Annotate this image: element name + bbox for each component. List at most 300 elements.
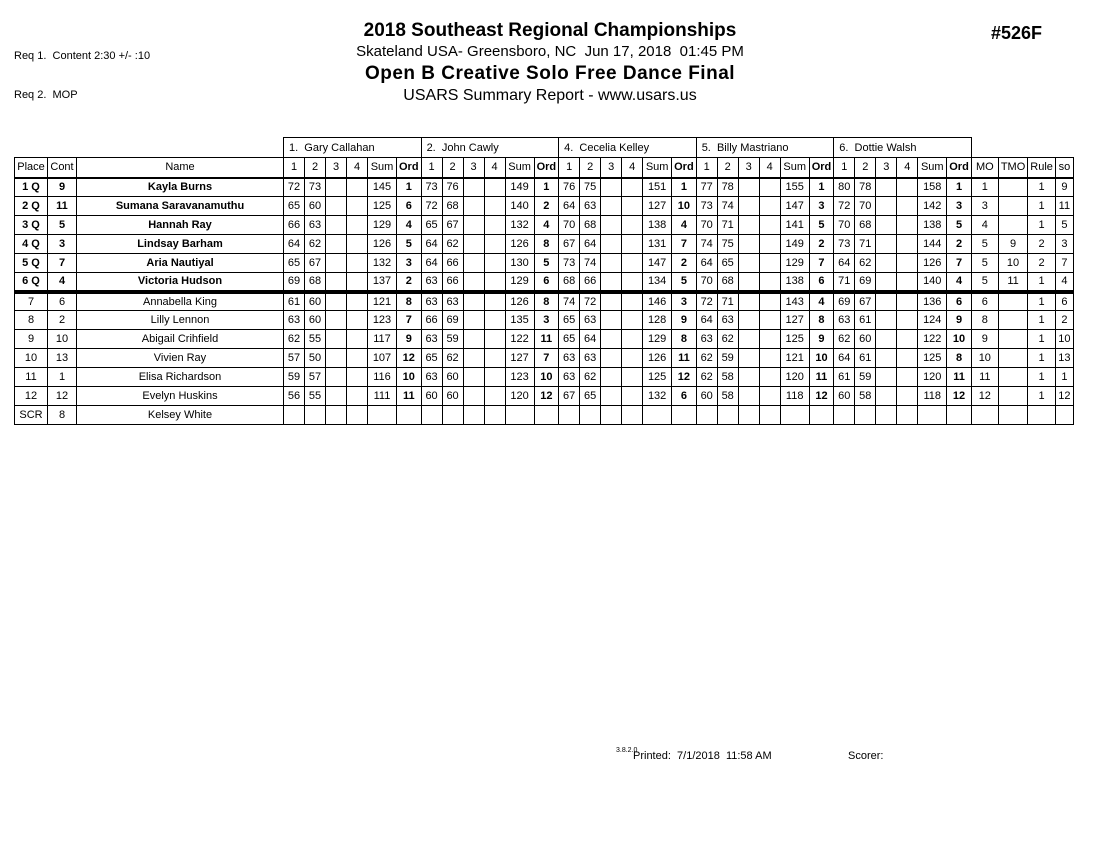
cell-name: Abigail Crihfield: [77, 330, 284, 349]
cell-score: 60: [834, 387, 855, 406]
header-score-3: 3: [601, 158, 622, 178]
cell-ordinal: 3: [534, 311, 559, 330]
cell-score: [876, 273, 897, 292]
header-rule: Rule: [1028, 158, 1056, 178]
cell-score: 72: [580, 292, 601, 311]
cell-score: 70: [559, 216, 580, 235]
cell-sum: 126: [918, 254, 947, 273]
cell-score: [326, 368, 347, 387]
cell-sum: 129: [643, 330, 672, 349]
cell-sum: 127: [780, 311, 809, 330]
cell-score: 59: [855, 368, 876, 387]
cell-name: Kelsey White: [77, 406, 284, 425]
cell-score: [484, 273, 505, 292]
cell-score: 74: [559, 292, 580, 311]
cell-ordinal: 5: [397, 235, 422, 254]
cell-rule: 1: [1028, 311, 1056, 330]
title-block: [0, 20, 1100, 107]
cell-score: [738, 178, 759, 197]
cell-score: [347, 330, 368, 349]
cell-so: 10: [1055, 330, 1073, 349]
cell-score: 68: [580, 216, 601, 235]
cell-name: Vivien Ray: [77, 349, 284, 368]
cell-rule: 1: [1028, 292, 1056, 311]
cell-ordinal: 11: [809, 368, 834, 387]
header-score-4: 4: [484, 158, 505, 178]
cell-score: [601, 235, 622, 254]
cell-score: 73: [834, 235, 855, 254]
cell-score: [463, 292, 484, 311]
cell-ordinal: 8: [947, 349, 972, 368]
cell-score: 67: [559, 235, 580, 254]
cell-score: [738, 311, 759, 330]
cell-ordinal: 10: [672, 197, 697, 216]
cell-score: [463, 311, 484, 330]
cell-score: [622, 273, 643, 292]
cell-ordinal: 11: [534, 330, 559, 349]
cell-sum: 132: [368, 254, 397, 273]
cell-place: 9: [15, 330, 48, 349]
cell-sum: 125: [918, 349, 947, 368]
cell-score: [897, 311, 918, 330]
cell-tmo: [998, 368, 1027, 387]
cell-score: 59: [442, 330, 463, 349]
cell-score: [759, 273, 780, 292]
cell-score: [738, 254, 759, 273]
cell-score: 57: [305, 368, 326, 387]
header-score-2: 2: [305, 158, 326, 178]
cell-ordinal: 6: [397, 197, 422, 216]
cell-score: [897, 349, 918, 368]
cell-ordinal: 10: [947, 330, 972, 349]
cell-score: 59: [284, 368, 305, 387]
cell-sum: 137: [368, 273, 397, 292]
header-score-sum: Sum: [368, 158, 397, 178]
cell-tmo: [998, 387, 1027, 406]
cell-score: 65: [559, 311, 580, 330]
cell-sum: 121: [780, 349, 809, 368]
cell-score: [463, 368, 484, 387]
cell-score: [897, 387, 918, 406]
cell-ordinal: 11: [672, 349, 697, 368]
championship-title: 2018 Southeast Regional Championships: [363, 20, 737, 41]
cell-sum: [643, 406, 672, 425]
cell-score: [738, 273, 759, 292]
cell-score: [421, 406, 442, 425]
cell-ordinal: 9: [397, 330, 422, 349]
table-row: [15, 254, 1074, 273]
cell-ordinal: 7: [397, 311, 422, 330]
cell-score: 68: [442, 197, 463, 216]
cell-score: 65: [580, 387, 601, 406]
table-row: [15, 273, 1074, 292]
cell-score: 70: [696, 273, 717, 292]
header-so: so: [1055, 158, 1073, 178]
table-row: [15, 216, 1074, 235]
cell-sum: [918, 406, 947, 425]
cell-score: 60: [305, 292, 326, 311]
cell-mo: 8: [971, 311, 998, 330]
cell-score: [601, 292, 622, 311]
cell-sum: 125: [643, 368, 672, 387]
cell-cont: 2: [48, 311, 77, 330]
cell-place: 10: [15, 349, 48, 368]
cell-ordinal: 1: [534, 178, 559, 197]
cell-so: [1055, 406, 1073, 425]
cell-score: [622, 254, 643, 273]
cell-ordinal: 8: [672, 330, 697, 349]
cell-sum: 130: [505, 254, 534, 273]
cell-score: [738, 330, 759, 349]
cell-name: Annabella King: [77, 292, 284, 311]
cell-ordinal: 1: [672, 178, 697, 197]
cell-place: 8: [15, 311, 48, 330]
cell-score: [738, 197, 759, 216]
cell-sum: [368, 406, 397, 425]
cell-score: 65: [284, 197, 305, 216]
cell-rule: 1: [1028, 197, 1056, 216]
cell-ordinal: 9: [809, 330, 834, 349]
cell-ordinal: 4: [534, 216, 559, 235]
cell-score: [463, 330, 484, 349]
cell-score: 72: [696, 292, 717, 311]
cell-score: [347, 349, 368, 368]
cell-ordinal: 9: [672, 311, 697, 330]
cell-score: 61: [834, 368, 855, 387]
cell-score: [463, 254, 484, 273]
cell-ordinal: 6: [672, 387, 697, 406]
requirement-line-2: Req 2. MOP: [14, 89, 78, 101]
cell-sum: [505, 406, 534, 425]
cell-sum: 127: [643, 197, 672, 216]
cell-score: [759, 235, 780, 254]
cell-sum: 155: [780, 178, 809, 197]
cell-sum: 116: [368, 368, 397, 387]
cell-score: [326, 311, 347, 330]
cell-score: 80: [834, 178, 855, 197]
cell-ordinal: 7: [947, 254, 972, 273]
cell-so: 12: [1055, 387, 1073, 406]
cell-tmo: [998, 330, 1027, 349]
cell-sum: 123: [505, 368, 534, 387]
cell-score: 61: [284, 292, 305, 311]
cell-mo: 12: [971, 387, 998, 406]
cell-score: [601, 368, 622, 387]
cell-score: 64: [421, 235, 442, 254]
judge-group-header-5: 6. Dottie Walsh: [834, 138, 972, 158]
cell-sum: 131: [643, 235, 672, 254]
cell-sum: 147: [643, 254, 672, 273]
cell-score: [347, 216, 368, 235]
cell-score: 62: [834, 330, 855, 349]
cell-score: 68: [305, 273, 326, 292]
cell-tmo: [998, 349, 1027, 368]
header-score-3: 3: [738, 158, 759, 178]
cell-sum: 117: [368, 330, 397, 349]
cell-score: [463, 197, 484, 216]
cell-so: 6: [1055, 292, 1073, 311]
cell-score: [876, 387, 897, 406]
cell-score: [876, 235, 897, 254]
cell-place: 2 Q: [15, 197, 48, 216]
cell-score: 64: [284, 235, 305, 254]
table-row: [15, 235, 1074, 254]
cell-score: 63: [421, 368, 442, 387]
cell-ordinal: [534, 406, 559, 425]
cell-ordinal: 4: [672, 216, 697, 235]
cell-ordinal: 2: [947, 235, 972, 254]
cell-score: [347, 178, 368, 197]
cell-rule: 1: [1028, 330, 1056, 349]
cell-ordinal: 7: [672, 235, 697, 254]
cell-sum: 120: [780, 368, 809, 387]
cell-ordinal: 5: [672, 273, 697, 292]
cell-score: 60: [442, 368, 463, 387]
cell-ordinal: 12: [397, 349, 422, 368]
cell-score: 66: [421, 311, 442, 330]
cell-score: [347, 368, 368, 387]
cell-score: [876, 216, 897, 235]
header-score-ord: Ord: [947, 158, 972, 178]
header-score-1: 1: [696, 158, 717, 178]
cell-mo: 3: [971, 197, 998, 216]
cell-score: [876, 292, 897, 311]
cell-ordinal: 4: [397, 216, 422, 235]
cell-score: 71: [834, 273, 855, 292]
cell-score: 61: [855, 311, 876, 330]
cell-score: 60: [305, 197, 326, 216]
header-score-4: 4: [759, 158, 780, 178]
cell-score: 60: [696, 387, 717, 406]
cell-place: 4 Q: [15, 235, 48, 254]
cell-mo: 1: [971, 178, 998, 197]
software-version: 3.8.2.0: [616, 747, 638, 754]
header-score-1: 1: [834, 158, 855, 178]
cell-score: 59: [717, 349, 738, 368]
cell-score: [897, 254, 918, 273]
cell-score: [463, 273, 484, 292]
header-place: Place: [15, 158, 48, 178]
cell-ordinal: 1: [397, 178, 422, 197]
cell-score: 64: [696, 254, 717, 273]
cell-score: [759, 311, 780, 330]
cell-score: [347, 254, 368, 273]
cell-score: [897, 178, 918, 197]
cell-score: 65: [284, 254, 305, 273]
cell-sum: 145: [368, 178, 397, 197]
cell-cont: 7: [48, 254, 77, 273]
cell-cont: 9: [48, 178, 77, 197]
cell-sum: 151: [643, 178, 672, 197]
cell-sum: 126: [368, 235, 397, 254]
cell-mo: 11: [971, 368, 998, 387]
cell-score: [326, 197, 347, 216]
cell-mo: 5: [971, 273, 998, 292]
cell-sum: 142: [918, 197, 947, 216]
cell-score: [622, 178, 643, 197]
table-row: [15, 292, 1074, 311]
cell-score: 65: [717, 254, 738, 273]
cell-ordinal: [809, 406, 834, 425]
cell-score: 60: [855, 330, 876, 349]
cell-rule: 1: [1028, 178, 1056, 197]
table-row: [15, 368, 1074, 387]
column-header-row: [15, 158, 1074, 178]
cell-score: [347, 292, 368, 311]
cell-cont: 4: [48, 273, 77, 292]
header-score-sum: Sum: [505, 158, 534, 178]
cell-rule: 1: [1028, 216, 1056, 235]
cell-score: [442, 406, 463, 425]
cell-sum: 124: [918, 311, 947, 330]
cell-score: 62: [696, 368, 717, 387]
cell-ordinal: 2: [809, 235, 834, 254]
cell-score: 70: [855, 197, 876, 216]
cell-score: [284, 406, 305, 425]
cell-sum: 122: [505, 330, 534, 349]
header-score-4: 4: [622, 158, 643, 178]
cell-score: [305, 406, 326, 425]
cell-score: 71: [717, 292, 738, 311]
cell-ordinal: 3: [672, 292, 697, 311]
cell-score: [876, 197, 897, 216]
cell-score: [601, 406, 622, 425]
cell-score: 60: [442, 387, 463, 406]
cell-score: [622, 235, 643, 254]
cell-score: [717, 406, 738, 425]
cell-sum: 132: [643, 387, 672, 406]
cell-ordinal: 2: [534, 197, 559, 216]
cell-score: [622, 216, 643, 235]
cell-score: 73: [305, 178, 326, 197]
cell-score: 73: [559, 254, 580, 273]
cell-score: 64: [834, 349, 855, 368]
cell-so: 5: [1055, 216, 1073, 235]
cell-mo: [971, 406, 998, 425]
cell-place: 12: [15, 387, 48, 406]
cell-score: 57: [284, 349, 305, 368]
cell-score: 74: [580, 254, 601, 273]
table-row: [15, 349, 1074, 368]
cell-ordinal: 2: [397, 273, 422, 292]
cell-score: [326, 273, 347, 292]
cell-cont: 12: [48, 387, 77, 406]
cell-sum: 158: [918, 178, 947, 197]
cell-score: [876, 330, 897, 349]
cell-score: 63: [580, 311, 601, 330]
footer: [0, 749, 1100, 765]
cell-score: 63: [580, 197, 601, 216]
header-score-ord: Ord: [672, 158, 697, 178]
cell-cont: 6: [48, 292, 77, 311]
cell-score: [759, 197, 780, 216]
cell-sum: 149: [505, 178, 534, 197]
cell-score: [738, 216, 759, 235]
cell-score: 64: [559, 197, 580, 216]
cell-score: 69: [834, 292, 855, 311]
cell-score: [834, 406, 855, 425]
cell-place: 11: [15, 368, 48, 387]
cell-ordinal: [397, 406, 422, 425]
cell-score: 75: [580, 178, 601, 197]
cell-sum: 129: [368, 216, 397, 235]
cell-score: [622, 292, 643, 311]
cell-sum: 118: [780, 387, 809, 406]
cell-score: [738, 406, 759, 425]
cell-ordinal: 5: [947, 216, 972, 235]
cell-score: [484, 216, 505, 235]
cell-sum: 126: [505, 292, 534, 311]
cell-rule: 1: [1028, 387, 1056, 406]
cell-sum: 107: [368, 349, 397, 368]
cell-score: 73: [696, 197, 717, 216]
cell-score: [601, 387, 622, 406]
cell-sum: 136: [918, 292, 947, 311]
cell-score: 66: [442, 273, 463, 292]
cell-score: [759, 349, 780, 368]
cell-score: [484, 387, 505, 406]
cell-score: [601, 273, 622, 292]
cell-ordinal: 3: [397, 254, 422, 273]
cell-ordinal: 3: [809, 197, 834, 216]
cell-sum: 125: [780, 330, 809, 349]
cell-ordinal: 10: [809, 349, 834, 368]
cell-score: [897, 235, 918, 254]
cell-score: 68: [855, 216, 876, 235]
cell-cont: 1: [48, 368, 77, 387]
cell-tmo: [998, 178, 1027, 197]
cell-score: [759, 178, 780, 197]
cell-ordinal: 11: [397, 387, 422, 406]
cell-place: 1 Q: [15, 178, 48, 197]
cell-sum: [780, 406, 809, 425]
judge-group-header-4: 5. Billy Mastriano: [696, 138, 834, 158]
cell-score: [738, 349, 759, 368]
cell-score: 62: [442, 235, 463, 254]
cell-sum: 141: [780, 216, 809, 235]
cell-score: [463, 406, 484, 425]
cell-tmo: [998, 406, 1027, 425]
cell-so: 4: [1055, 273, 1073, 292]
cell-rule: 1: [1028, 273, 1056, 292]
cell-ordinal: 12: [947, 387, 972, 406]
cell-sum: 129: [780, 254, 809, 273]
cell-ordinal: 2: [672, 254, 697, 273]
cell-score: [347, 311, 368, 330]
cell-cont: 13: [48, 349, 77, 368]
venue-date-line: Skateland USA- Greensboro, NC Jun 17, 2018 01:45 PM: [356, 43, 744, 60]
cell-score: 64: [580, 330, 601, 349]
cell-sum: 123: [368, 311, 397, 330]
cell-score: 63: [421, 292, 442, 311]
cell-score: 63: [442, 292, 463, 311]
cell-score: [876, 349, 897, 368]
cell-score: [484, 235, 505, 254]
cell-score: [876, 368, 897, 387]
table-row: [15, 387, 1074, 406]
header-score-1: 1: [284, 158, 305, 178]
cell-cont: 5: [48, 216, 77, 235]
cell-so: 7: [1055, 254, 1073, 273]
cell-score: 65: [559, 330, 580, 349]
cell-score: [622, 387, 643, 406]
cell-sum: 140: [918, 273, 947, 292]
cell-ordinal: 10: [534, 368, 559, 387]
cell-score: [326, 235, 347, 254]
cell-sum: 118: [918, 387, 947, 406]
cell-score: 56: [284, 387, 305, 406]
cell-score: [622, 406, 643, 425]
